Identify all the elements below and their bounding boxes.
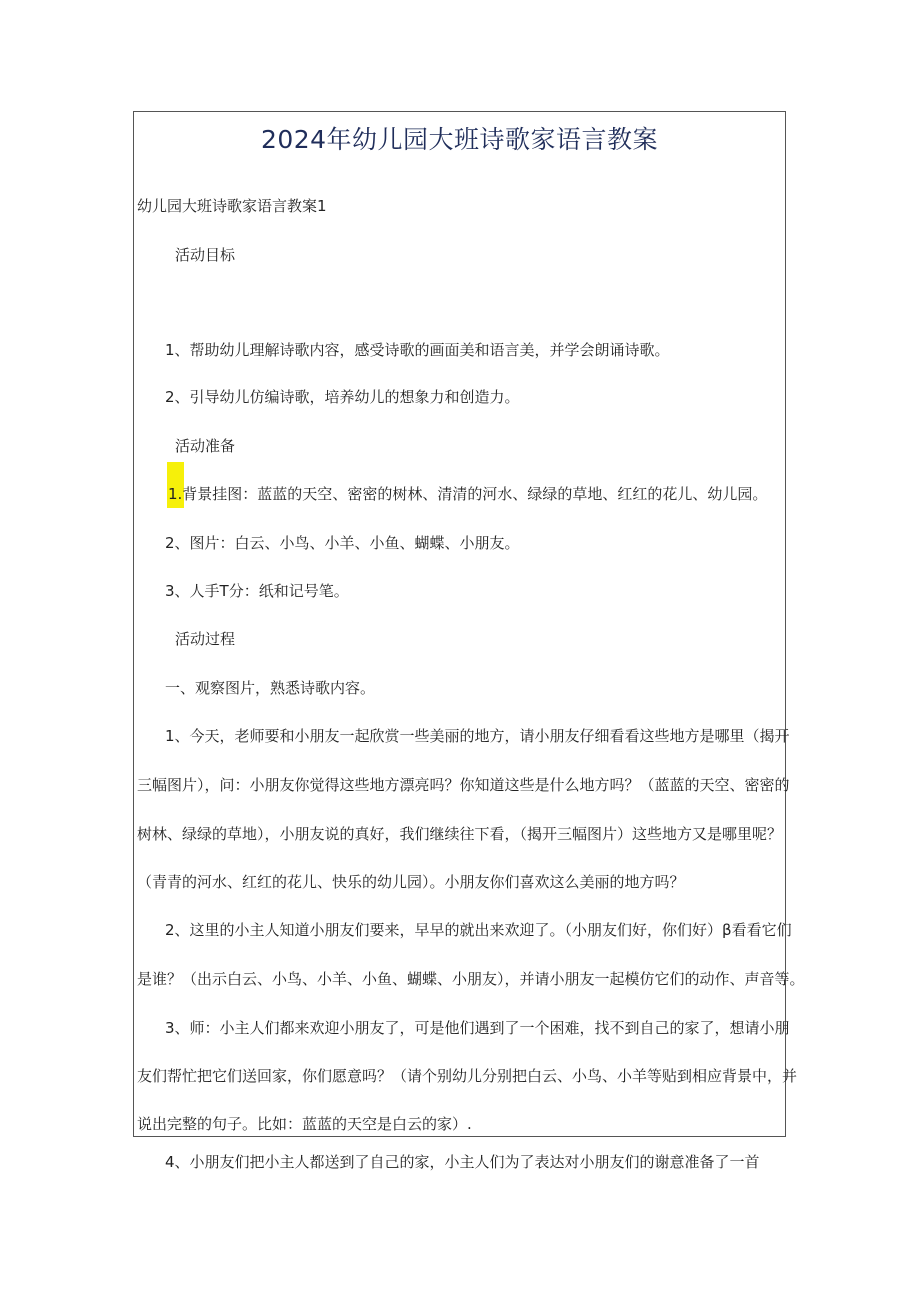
paragraph-line: 树林、绿绿的草地），小朋友说的真好，我们继续往下看，（揭开三幅图片）这些地方又是哪里呢？ [137, 825, 783, 843]
paragraph-line: 友们帮忙把它们送回家，你们愿意吗？（请个别幼儿分别把白云、小鸟、小羊等贴到相应背景中，并 [137, 1067, 798, 1085]
paragraph-line: 三幅图片），问：小朋友你觉得这些地方漂亮吗？你知道这些是什么地方吗？（蓝蓝的天空、密密的 [137, 776, 790, 794]
paragraph-line: 1、今天，老师要和小朋友一起欣赏一些美丽的地方，请小朋友仔细看看这些地方是哪里（揭开 [165, 727, 790, 745]
paragraph-line: 说出完整的句子。比如：蓝蓝的天空是白云的家）. [137, 1115, 472, 1133]
paragraph-line: 是谁？（出示白云、小鸟、小羊、小鱼、蝴蝶、小朋友），并请小朋友一起模仿它们的动作、声音等。 [137, 970, 805, 988]
paragraph-line: 一、观察图片，熟悉诗歌内容。 [165, 679, 376, 697]
paragraph-line: 3、人手T分：纸和记号笔。 [165, 582, 349, 600]
paragraph-line: 2、这里的小主人知道小朋友们要来，早早的就出来欢迎了。（小朋友们好，你们好）β看看它们 [165, 921, 792, 939]
paragraph-line: 1.背景挂图：蓝蓝的天空、密密的树林、清清的河水、绿绿的草地、红红的花儿、幼儿园。 [168, 485, 768, 503]
paragraph-line: 1、帮助幼儿理解诗歌内容，感受诗歌的画面美和语言美，并学会朗诵诗歌。 [165, 341, 670, 359]
paragraph-line: （青青的河水、红红的花儿、快乐的幼儿园）。小朋友你们喜欢这么美丽的地方吗？ [137, 873, 685, 891]
paragraph-line: 2、图片：白云、小鸟、小羊、小鱼、蝴蝶、小朋友。 [165, 534, 520, 552]
paragraph-line: 4、小朋友们把小主人都送到了自己的家，小主人们为了表达对小朋友们的谢意准备了一首 [165, 1153, 760, 1171]
paragraph-line: 3、师：小主人们都来欢迎小朋友了，可是他们遇到了一个困难，找不到自己的家了，想请小朋 [165, 1019, 790, 1037]
lesson-subtitle: 幼儿园大班诗歌家语言教案1 [137, 197, 327, 215]
section-heading-goals: 活动目标 [175, 246, 236, 264]
section-heading-process: 活动过程 [175, 630, 236, 648]
paragraph-line: 2、引导幼儿仿编诗歌，培养幼儿的想象力和创造力。 [165, 388, 520, 406]
page-title: 2024年幼儿园大班诗歌家语言教案 [260, 125, 659, 154]
section-heading-preparation: 活动准备 [175, 437, 236, 455]
